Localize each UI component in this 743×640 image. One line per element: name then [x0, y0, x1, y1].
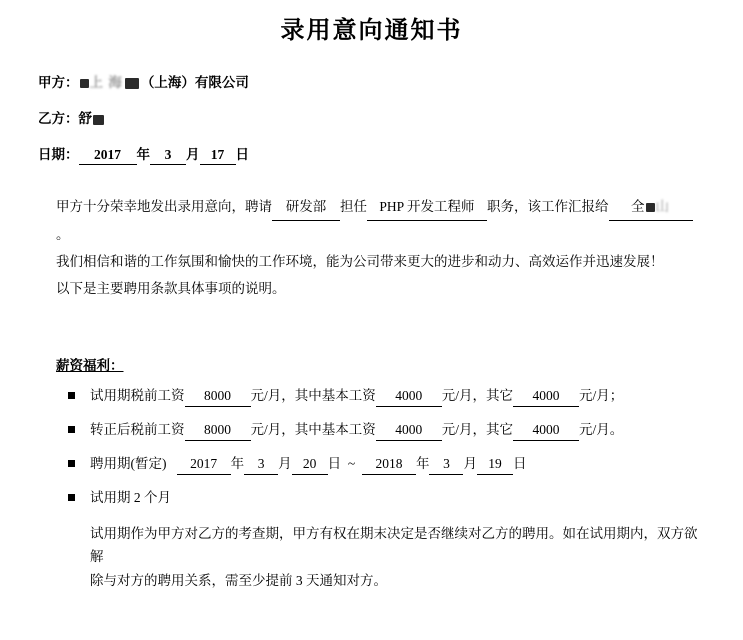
salary-seg-1: 转正后税前工资 — [90, 421, 185, 437]
period-end-year-unit: 年 — [415, 456, 430, 472]
regular-other-salary: 4000 — [513, 420, 579, 441]
probation-paragraph-line-1: 试用期作为甲方对乙方的考查期，甲方有权在期末决定是否继续对乙方的聘用。如在试用期内，双方欲解 — [90, 525, 698, 565]
party-a-blurred-name: 上 海 — [89, 75, 123, 90]
period-start-day-unit: 日 — [327, 456, 342, 472]
probation-paragraph — [90, 522, 705, 593]
date-day-value: 17 — [200, 147, 236, 164]
period-end-year: 2018 — [362, 454, 416, 475]
period-end-day-unit: 日 — [512, 456, 527, 472]
intro-line-2: 我们相信和谐的工作氛围和愉快的工作环境，能为公司带来更大的进步和动力、高效运作并迅速发展！ — [56, 253, 664, 269]
party-b-name: 舒 — [78, 111, 92, 127]
date-label: 日期： — [38, 147, 79, 163]
intro-seg-4: 。 — [56, 226, 70, 242]
period-start-year-unit: 年 — [230, 456, 245, 472]
probation-total-salary: 8000 — [185, 386, 251, 407]
probation-base-salary: 4000 — [376, 386, 442, 407]
salary-section — [38, 312, 705, 442]
date-day-unit: 日 — [235, 147, 249, 163]
probation-paragraph-line-2: 除与对方的聘用关系，需至少提前 3 天通知对方。 — [90, 572, 387, 588]
period-end-month: 3 — [429, 454, 463, 475]
probation-list — [38, 488, 705, 508]
list-item — [38, 420, 705, 441]
party-a-line — [38, 75, 705, 91]
redaction-block-icon — [80, 79, 89, 88]
period-start-year: 2017 — [177, 454, 231, 475]
employment-period-label: 聘用期(暂定) — [90, 456, 167, 472]
party-a-label: 甲方： — [38, 75, 79, 90]
salary-seg-2: 元/月，其中基本工资 — [250, 387, 376, 403]
document-page — [0, 10, 743, 640]
report-to-value — [609, 193, 693, 221]
report-to-text: 全 — [631, 198, 645, 214]
date-month-value: 3 — [150, 147, 186, 164]
position-value: PHP 开发工程师 — [367, 193, 487, 221]
list-item — [38, 386, 705, 407]
intro-seg-3: 职务，该工作汇报给 — [487, 198, 609, 214]
salary-seg-3: 元/月，其它 — [441, 421, 514, 437]
list-item: 试用期 2 个月 — [38, 488, 705, 508]
salary-list — [38, 386, 705, 442]
period-start-month-unit: 月 — [278, 456, 292, 472]
salary-seg-4: 元/月。 — [579, 421, 624, 437]
date-year-unit: 年 — [136, 147, 150, 163]
period-separator: ~ — [347, 456, 356, 472]
regular-base-salary: 4000 — [376, 420, 442, 441]
date-year-value: 2017 — [79, 147, 137, 164]
period-end-day: 19 — [477, 454, 513, 475]
date-line — [38, 147, 705, 164]
redaction-block-icon — [646, 203, 655, 212]
intro-line-1 — [38, 193, 705, 248]
salary-section-title: 薪资福利： — [56, 357, 124, 373]
intro-seg-1: 甲方十分荣幸地发出录用意向，聘请 — [56, 198, 272, 214]
intro-block — [38, 193, 705, 302]
period-start-day: 20 — [292, 454, 328, 475]
report-to-blurred: 山 — [655, 198, 670, 214]
party-b-line — [38, 111, 705, 127]
date-month-unit: 月 — [186, 147, 200, 163]
employment-period-list — [38, 454, 705, 475]
intro-seg-2: 担任 — [340, 198, 367, 214]
page-title: 录用意向通知书 — [280, 18, 463, 44]
salary-seg-4: 元/月； — [579, 387, 624, 403]
department-value: 研发部 — [272, 193, 340, 221]
regular-total-salary: 8000 — [185, 420, 251, 441]
redaction-block-icon — [93, 115, 104, 125]
salary-seg-3: 元/月，其它 — [441, 387, 514, 403]
probation-other-salary: 4000 — [513, 386, 579, 407]
intro-line-3: 以下是主要聘用条款具体事项的说明。 — [56, 280, 286, 296]
list-item — [38, 454, 705, 475]
salary-seg-1: 试用期税前工资 — [90, 387, 185, 403]
party-a-suffix: （上海）有限公司 — [140, 75, 249, 90]
redaction-block-icon — [125, 78, 139, 89]
period-end-month-unit: 月 — [463, 456, 477, 472]
period-start-month: 3 — [244, 454, 278, 475]
salary-seg-2: 元/月，其中基本工资 — [250, 421, 376, 437]
party-b-label: 乙方： — [38, 111, 79, 127]
